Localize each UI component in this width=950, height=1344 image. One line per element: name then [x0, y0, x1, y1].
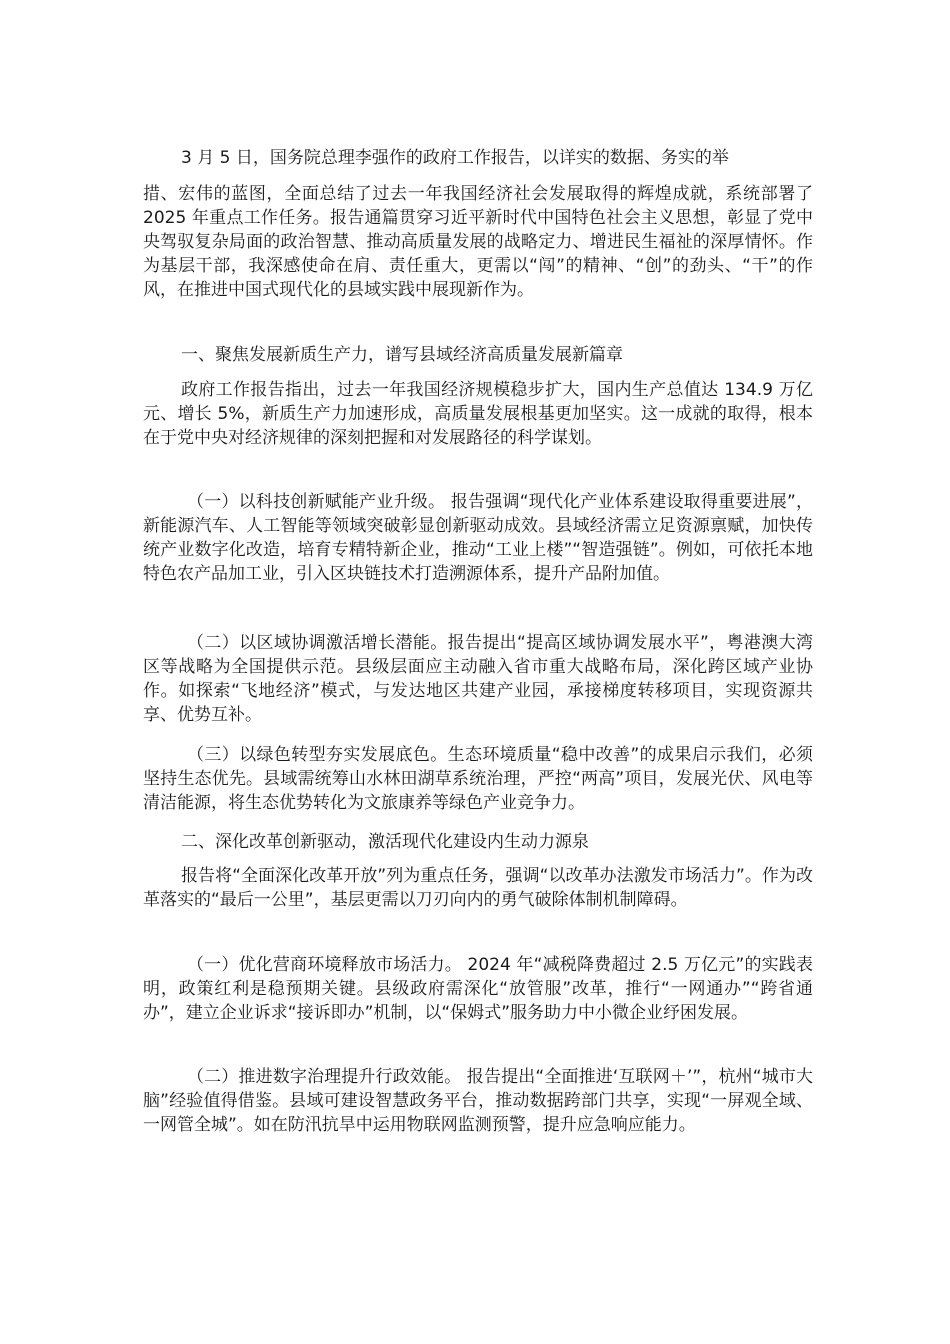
- section-1-item-3: （三）以绿色转型夯实发展底色。生态环境质量“稳中改善”的成果启示我们，必须坚持生态优先。县域需统筹山水林田湖草系统治理，严控“两高”项目，发展光伏、风电等清洁能源，将生态优势转化为文旅康养等绿色产业竞争力。: [143, 745, 813, 813]
- section-2-intro: 报告将“全面深化改革开放”列为重点任务，强调“以改革办法激发市场活力”。作为改革落实的“最后一公里”，基层更需以刀刃向内的勇气破除体制机制障碍。: [143, 866, 813, 910]
- section-2-item-1: （一）优化营商环境释放市场活力。 2024 年“减税降费超过 2.5 万亿元”的实践表明，政策红利是稳预期关键。县级政府需深化“放管服”改革，推行“一网通办”“跨省通办”，建立企业诉求“接诉即办”机制，以“保姆式”服务助力中小微企业纾困发展。: [143, 955, 813, 1023]
- section-heading-1: 一、聚焦发展新质生产力，谱写县域经济高质量发展新篇章: [181, 345, 623, 365]
- section-heading-2: 二、深化改革创新驱动，激活现代化建设内生动力源泉: [181, 832, 589, 852]
- opening-first-line: 3 月 5 日，国务院总理李强作的政府工作报告，以详实的数据、务实的举: [181, 148, 729, 168]
- opening-paragraph: 措、宏伟的蓝图，全面总结了过去一年我国经济社会发展取得的辉煌成就，系统部署了 2025 年重点工作任务。报告通篇贯穿习近平新时代中国特色社会主义思想，彰显了党中央驾驭复杂局面的政治智慧、推动高质量发展的战略定力、增进民生福祉的深厚情怀。作为基层干部，我深感使命在肩、责任重大，更需以“闯”的精神、“创”的劲头、“干”的作风，在推进中国式现代化的县域实践中展现新作为。: [143, 184, 813, 300]
- section-1-item-2: （二）以区域协调激活增长潜能。报告提出“提高区域协调发展水平”，粤港澳大湾区等战略为全国提供示范。县级层面应主动融入省市重大战略布局，深化跨区域产业协作。如探索“飞地经济”模式，与发达地区共建产业园，承接梯度转移项目，实现资源共享、优势互补。: [143, 633, 813, 725]
- section-1-item-1: （一）以科技创新赋能产业升级。 报告强调“现代化产业体系建设取得重要进展”，新能源汽车、人工智能等领域突破彰显创新驱动成效。县域经济需立足资源禀赋，加快传统产业数字化改造，培育专精特新企业，推动“工业上楼”“智造强链”。例如，可依托本地特色农产品加工业，引入区块链技术打造溯源体系，提升产品附加值。: [143, 492, 813, 584]
- section-1-intro: 政府工作报告指出，过去一年我国经济规模稳步扩大，国内生产总值达 134.9 万亿元、增长 5%，新质生产力加速形成，高质量发展根基更加坚实。这一成就的取得，根本在于党中央对经济规律的深刻把握和对发展路径的科学谋划。: [143, 380, 813, 448]
- section-2-item-2: （二）推进数字治理提升行政效能。 报告提出“全面推进‘互联网＋’”，杭州“城市大脑”经验值得借鉴。县域可建设智慧政务平台，推动数据跨部门共享，实现“一屏观全域、一网管全城”。如在防汛抗旱中运用物联网监测预警，提升应急响应能力。: [143, 1067, 813, 1135]
